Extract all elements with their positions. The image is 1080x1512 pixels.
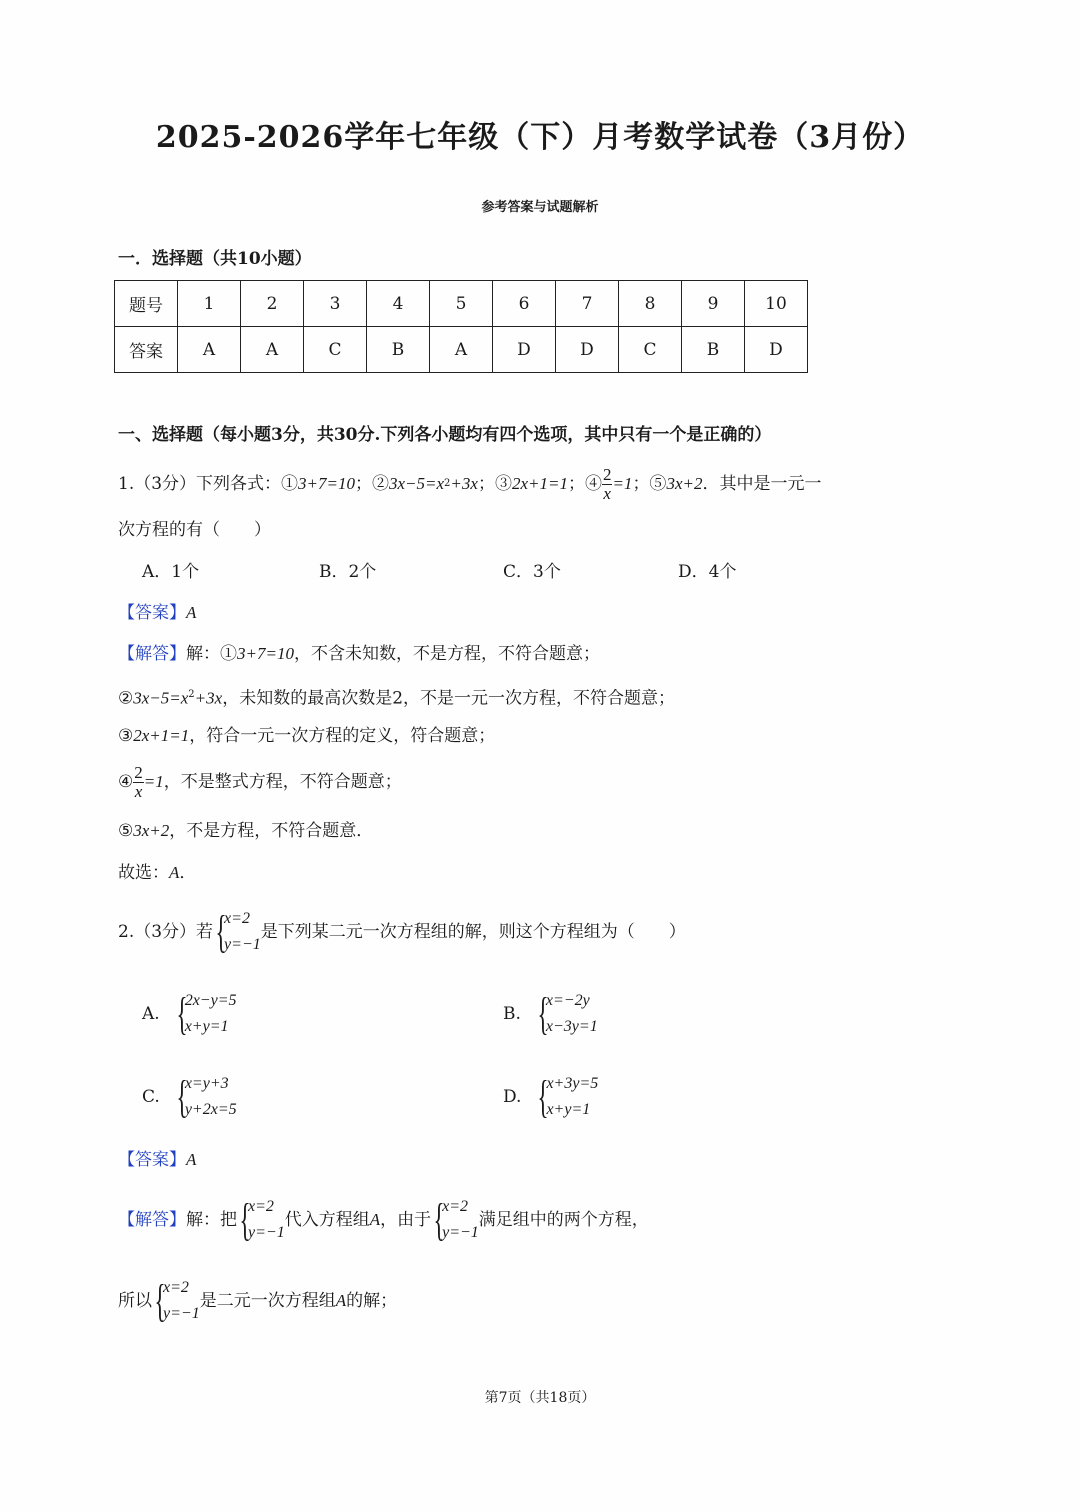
table-cell: 1 (178, 281, 241, 327)
numerator: 2 (602, 464, 612, 484)
option-a: A．1个 (142, 562, 200, 582)
text: ，未知数的最高次数是2，不是一元一次方程，不符合题意； (222, 688, 676, 709)
option-c: C．3个 (503, 562, 561, 582)
solution-tag: 【解答】 (118, 1210, 186, 1230)
brace-icon: { (176, 1071, 188, 1122)
text: 2.（3分）若 (118, 922, 214, 942)
q1-solution-line-4 (118, 762, 402, 802)
variable: A (369, 1210, 381, 1229)
exponent: 2 (188, 689, 195, 700)
answer-value: A (186, 1150, 197, 1169)
q1-solution-line-5 (118, 820, 373, 842)
text: 是下列某二元一次方程组的解，则这个方程组为（ ） (260, 922, 686, 942)
table-header: 题号 (115, 281, 178, 327)
equation: 2x−y=5 (184, 992, 237, 1009)
option-label: C. (142, 1087, 160, 1107)
table-cell: B (367, 327, 430, 373)
equation-system (213, 906, 261, 958)
text: 满足组中的两个方程， (478, 1210, 649, 1230)
text: ，不是方程，不符合题意． (169, 821, 374, 841)
q1-choice (118, 862, 196, 884)
equation-system (152, 1275, 200, 1327)
equation: +3x (450, 474, 478, 493)
option-label: D. (503, 1087, 522, 1107)
equation: 3x+2 (133, 821, 170, 840)
text: ，不含未知数，不是方程，不符合题意； (293, 644, 600, 664)
equation: y+2x=5 (184, 1101, 237, 1118)
text: ；⑤ (632, 474, 667, 494)
text: ；④ (567, 474, 602, 494)
q2-solution-line-2 (118, 1273, 397, 1329)
text: ④ (118, 772, 134, 792)
equation-system (535, 988, 598, 1040)
text: ，由于 (380, 1210, 432, 1230)
question-2-stem (118, 904, 686, 960)
text: 1.（3分）下列各式：① (118, 474, 299, 494)
equation: x=y+3 (184, 1075, 229, 1092)
text: 所以 (118, 1291, 152, 1311)
option-label: A. (142, 1004, 160, 1024)
q1-solution-line-3 (118, 725, 495, 747)
brace-icon: { (537, 988, 549, 1039)
equation: 3x−5=x (389, 474, 445, 493)
text: 解：① (186, 644, 237, 664)
equation-system (535, 1071, 598, 1123)
equation-system (174, 988, 237, 1040)
option-a (142, 986, 236, 1042)
section2-heading: 一、选择题（每小题3分，共30分.下列各小题均有四个选项，其中只有一个是正确的） (118, 425, 772, 445)
table-cell: 3 (304, 281, 367, 327)
denominator: x (134, 781, 143, 801)
q1-solution-line-2 (118, 684, 675, 710)
text: ，不是整式方程，不符合题意； (163, 772, 402, 792)
table-cell: 10 (745, 281, 808, 327)
question-1-stem (118, 462, 821, 506)
option-b: B．2个 (319, 562, 377, 582)
equation: x=2 (248, 1198, 274, 1215)
equation: x+y=1 (546, 1101, 591, 1118)
equation: =1 (143, 772, 164, 791)
table-cell: 2 (241, 281, 304, 327)
table-cell: 9 (682, 281, 745, 327)
table-cell: 6 (493, 281, 556, 327)
text: ；② (355, 474, 389, 494)
equation: =1 (612, 474, 633, 493)
answer-tag: 【答案】 (118, 603, 186, 623)
text: ；③ (477, 474, 512, 494)
equation: y=−1 (224, 936, 261, 953)
text: 是二元一次方程组 (199, 1291, 336, 1311)
table-cell: C (304, 327, 367, 373)
text: ．其中是一元一 (702, 474, 822, 494)
text: ． (179, 863, 197, 883)
brace-icon: { (433, 1194, 445, 1245)
text: 故选： (118, 863, 169, 883)
text: 的解； (346, 1291, 398, 1311)
option-b (503, 986, 598, 1042)
table-cell: 8 (619, 281, 682, 327)
text: ② (118, 688, 134, 709)
equation: x=2 (442, 1198, 468, 1215)
equation: y=−1 (248, 1224, 285, 1241)
brace-icon: { (239, 1194, 251, 1245)
text: ③ (118, 726, 134, 746)
table-cell: D (493, 327, 556, 373)
equation: 3x−5=x (133, 688, 189, 708)
table-cell: 7 (556, 281, 619, 327)
table-header: 答案 (115, 327, 178, 373)
solution-tag: 【解答】 (118, 644, 186, 664)
variable: A (335, 1291, 347, 1310)
page-footer: 第7页（共18页） (484, 1390, 596, 1406)
equation-system (431, 1194, 479, 1246)
equation: y=−1 (442, 1224, 479, 1241)
text: ⑤ (118, 821, 134, 841)
table-row-numbers (115, 281, 808, 327)
option-label: B. (503, 1004, 521, 1024)
text: 代入方程组 (284, 1210, 370, 1230)
equation: 3x+2 (666, 474, 703, 493)
table-cell: A (178, 327, 241, 373)
answer-value: A (169, 863, 180, 882)
equation: +3x (194, 688, 223, 708)
table-cell: D (556, 327, 619, 373)
table-cell: A (241, 327, 304, 373)
answer-tag: 【答案】 (118, 1150, 186, 1170)
option-d: D．4个 (678, 562, 737, 582)
option-d (503, 1069, 598, 1125)
equation-system (174, 1071, 237, 1123)
denominator: x (603, 483, 611, 503)
equation: 2x+1=1 (133, 726, 190, 745)
table-cell: B (682, 327, 745, 373)
table-cell: 5 (430, 281, 493, 327)
equation: x−3y=1 (545, 1018, 598, 1035)
equation: 2x+1=1 (511, 474, 568, 493)
brace-icon: { (176, 988, 188, 1039)
fraction (602, 466, 613, 503)
brace-icon: { (215, 906, 227, 957)
q2-answer (118, 1149, 196, 1171)
equation: 3+7=10 (298, 474, 355, 493)
table-cell: C (619, 327, 682, 373)
equation: x=2 (224, 910, 250, 927)
q1-solution-line-1 (118, 643, 600, 665)
equation: x=−2y (545, 992, 590, 1009)
text: 解：把 (186, 1210, 237, 1230)
table-row-answers (115, 327, 808, 373)
q1-answer (118, 602, 196, 624)
equation-system (237, 1194, 285, 1246)
brace-icon: { (154, 1275, 166, 1326)
brace-icon: { (537, 1071, 549, 1122)
question-1-stem-cont: 次方程的有（ ） (118, 520, 271, 540)
option-c (142, 1069, 237, 1125)
table-cell: D (745, 327, 808, 373)
equation: x+3y=5 (546, 1075, 599, 1092)
table-cell: A (430, 327, 493, 373)
equation: x+y=1 (184, 1018, 229, 1035)
equation: y=−1 (163, 1305, 200, 1322)
exponent: 2 (444, 478, 451, 489)
equation: 3+7=10 (237, 644, 294, 663)
page-title: 2025-2026学年七年级（下）月考数学试卷（3月份） (155, 120, 925, 155)
q2-solution-line-1 (118, 1192, 649, 1248)
text: ，符合一元一次方程的定义，符合题意； (189, 726, 496, 746)
answer-table (114, 280, 808, 373)
table-cell: 4 (367, 281, 430, 327)
page-subtitle: 参考答案与试题解析 (481, 200, 599, 215)
section1-heading: 一．选择题（共10小题） (118, 249, 312, 269)
answer-value: A (186, 603, 197, 622)
numerator: 2 (134, 762, 143, 782)
fraction (133, 764, 144, 801)
equation: x=2 (163, 1279, 189, 1296)
